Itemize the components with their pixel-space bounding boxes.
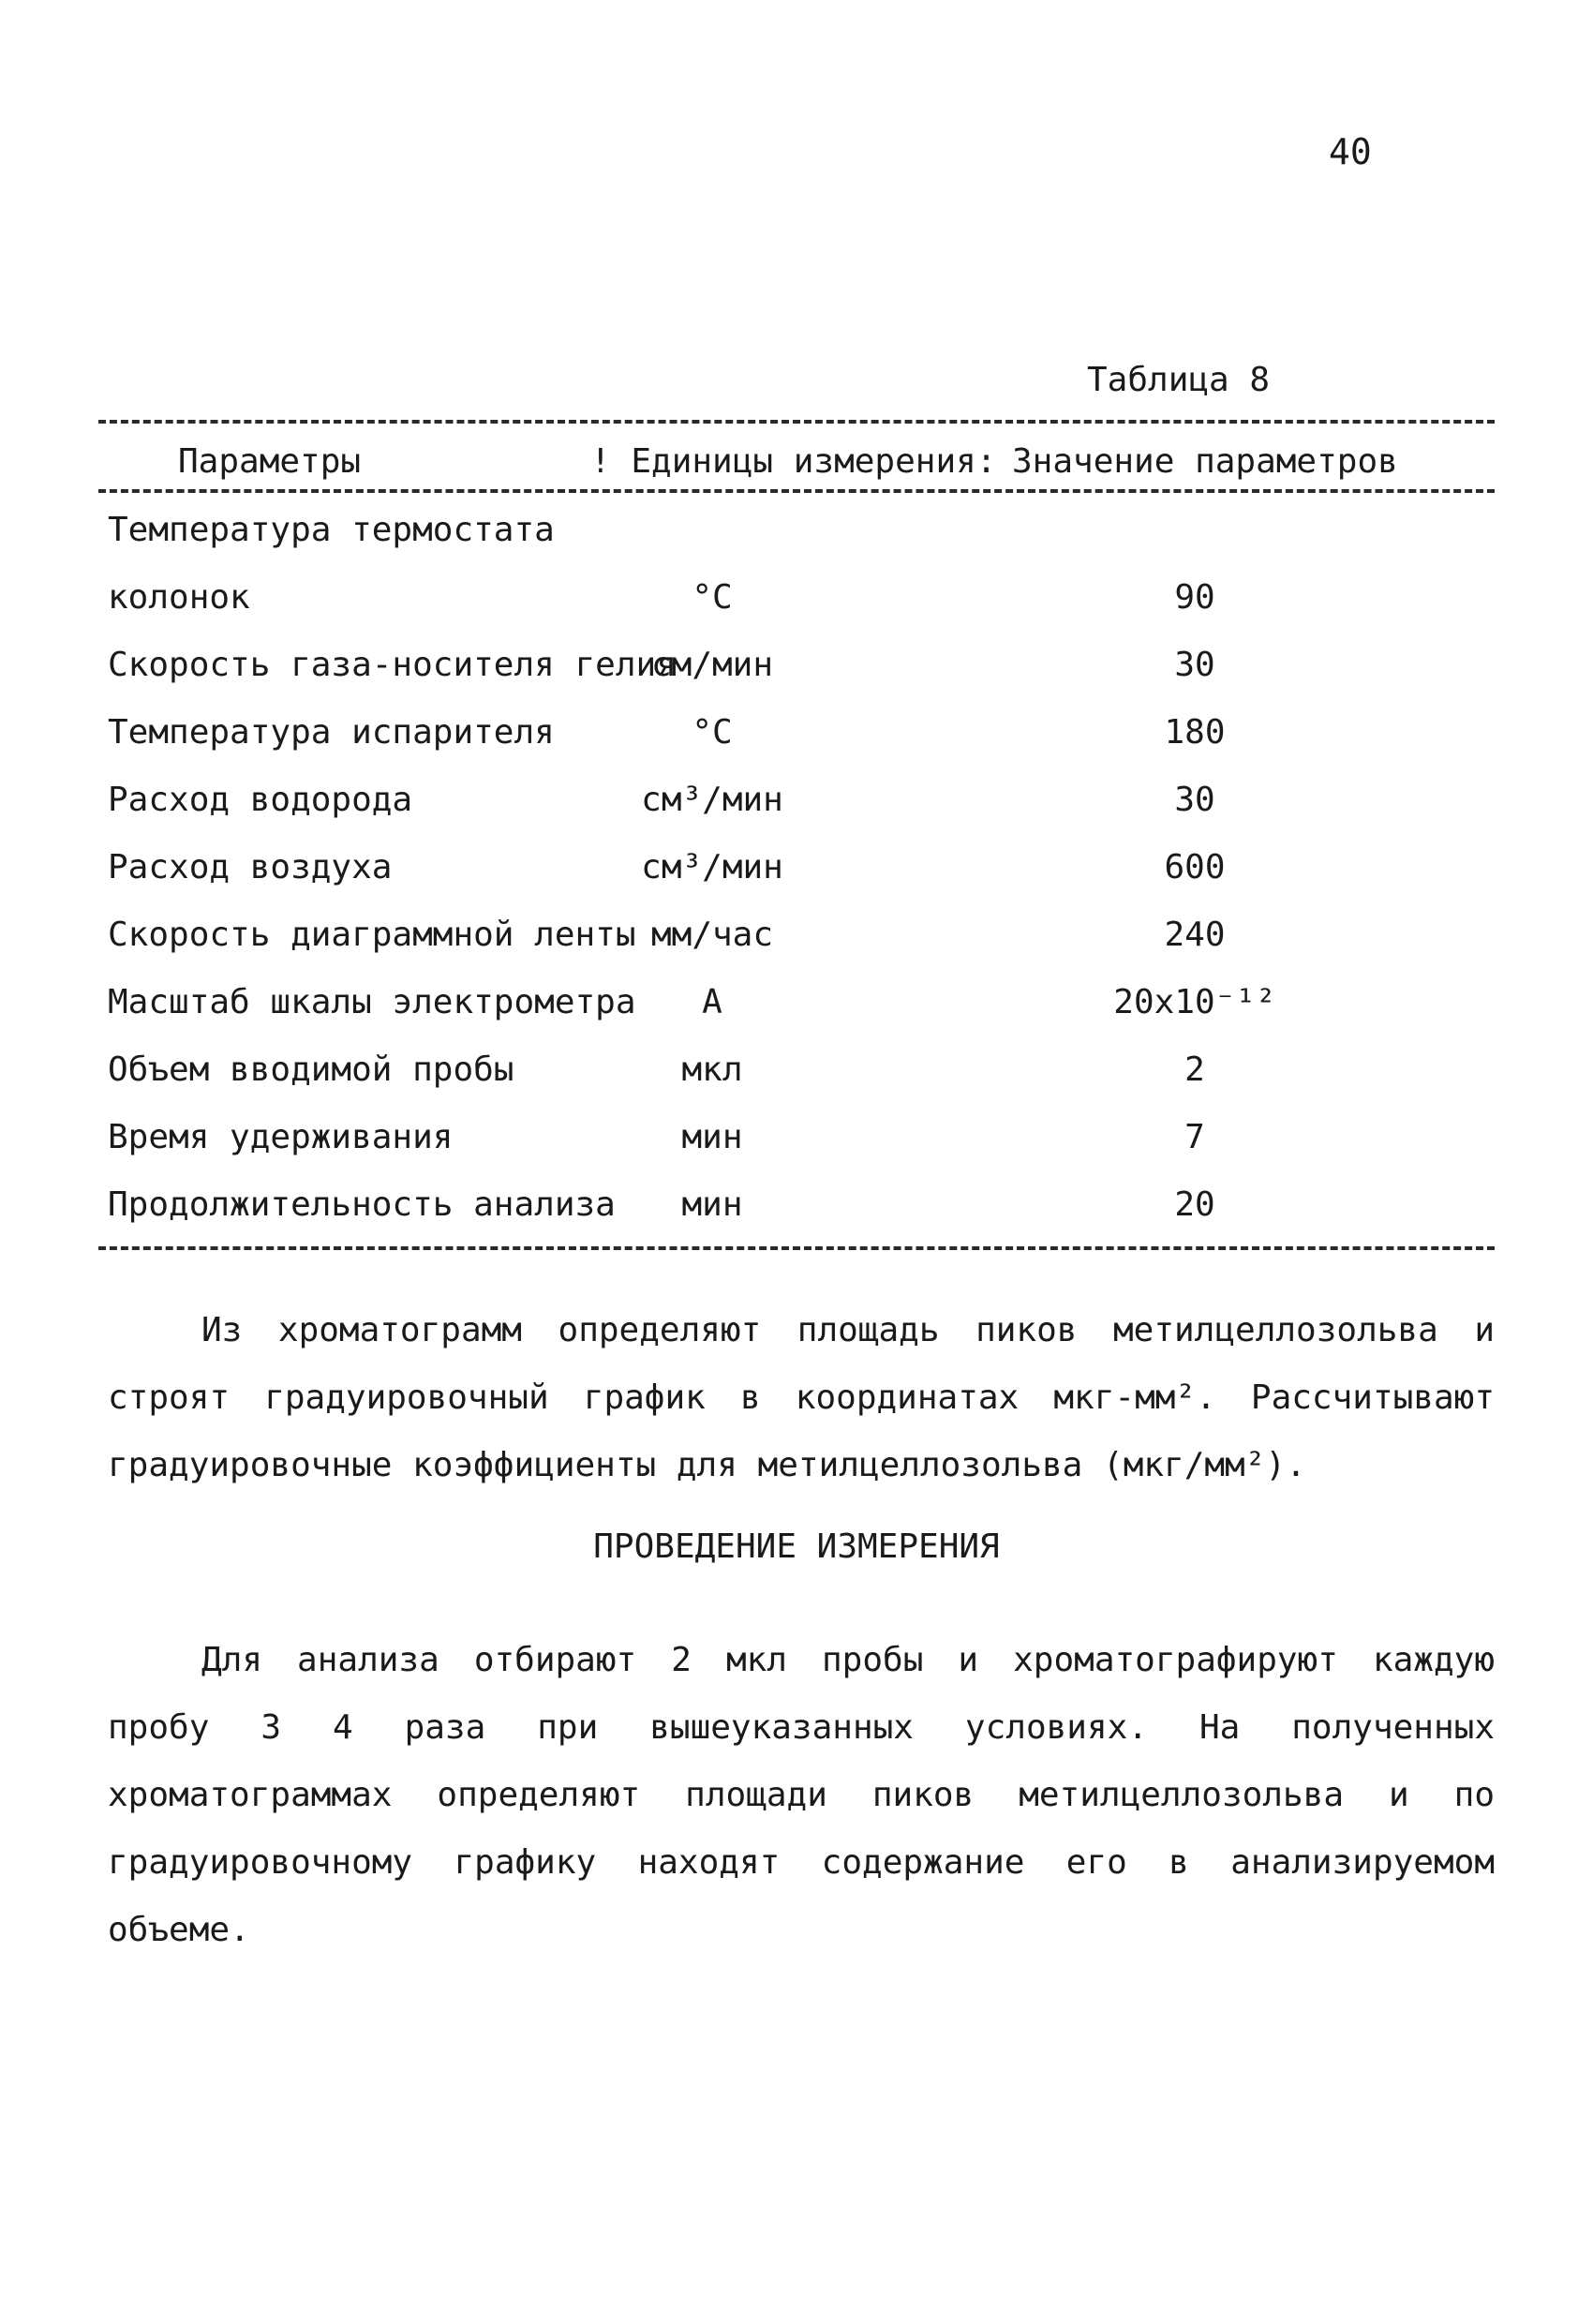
table-row — [0, 511, 1593, 578]
row-value: 30 — [1174, 646, 1215, 684]
row-unit: А — [702, 983, 722, 1021]
row-value: 7 — [1184, 1118, 1205, 1156]
row-value: 2 — [1184, 1050, 1205, 1089]
row-parameter: Скорость диаграммной ленты — [108, 916, 636, 954]
row-parameter: Масштаб шкалы электрометра — [108, 983, 636, 1021]
table-header-rule — [98, 489, 1495, 493]
row-parameter: Продолжительность анализа — [108, 1185, 616, 1224]
table-top-rule — [98, 420, 1495, 424]
row-value: 180 — [1164, 713, 1226, 752]
table-bottom-rule — [98, 1246, 1495, 1250]
row-value: 30 — [1174, 781, 1215, 819]
row-parameter: Температура термостата — [108, 511, 555, 549]
table-row — [0, 781, 1593, 848]
row-unit: см³/мин — [641, 848, 783, 886]
row-unit: °C — [692, 578, 733, 617]
header-units: ! Единицы измерения: — [590, 442, 997, 481]
row-value: 600 — [1164, 848, 1226, 886]
calibration-paragraph: Из хроматограмм определяют площадь пиков метилцеллозольва и строят градуировочный график в координатах мкг-мм². Рассчитывают градуировочные коэффициенты для метилцеллозольва (мкг/мм²). — [108, 1311, 1495, 1484]
row-unit: см³/мин — [641, 781, 783, 819]
table-row — [0, 1050, 1593, 1118]
table-header-row — [0, 442, 1593, 487]
row-unit: мин — [681, 1185, 743, 1224]
table-caption: Таблица 8 — [1087, 361, 1271, 399]
row-value: 20 — [1174, 1185, 1215, 1224]
table-row — [0, 983, 1593, 1050]
row-parameter: Время удерживания — [108, 1118, 454, 1156]
page-number: 40 — [1329, 131, 1372, 172]
table-row — [0, 578, 1593, 646]
row-parameter: колонок — [108, 578, 250, 617]
header-parameters: Параметры — [178, 442, 362, 481]
row-unit: мкл — [681, 1050, 743, 1089]
table-row — [0, 916, 1593, 983]
row-value: 20x10⁻¹² — [1113, 983, 1276, 1021]
row-parameter: Скорость газа-носителя гелия — [108, 646, 677, 684]
table-row — [0, 1185, 1593, 1253]
row-parameter: Расход воздуха — [108, 848, 393, 886]
row-value: 240 — [1164, 916, 1226, 954]
header-values: Значение параметров — [1012, 442, 1398, 481]
table-row — [0, 1118, 1593, 1185]
table-row — [0, 848, 1593, 916]
row-unit: мм/час — [650, 916, 774, 954]
row-parameter: Температура испарителя — [108, 713, 555, 752]
table-row — [0, 646, 1593, 713]
row-unit: мин — [681, 1118, 743, 1156]
measurement-paragraph: Для анализа отбирают 2 мкл пробы и хроматографируют каждую пробу 3 4 раза при вышеуказанных условиях. На полученных хроматограммах определяют площади пиков метилцеллозольва и по градуировочному графику находят содержание его в анализируемом объеме. — [108, 1641, 1495, 1949]
section-heading: ПРОВЕДЕНИЕ ИЗМЕРЕНИЯ — [593, 1527, 1000, 1566]
table-row — [0, 713, 1593, 781]
row-unit: °C — [692, 713, 733, 752]
row-value: 90 — [1174, 578, 1215, 617]
row-unit: см/мин — [650, 646, 774, 684]
row-parameter: Расход водорода — [108, 781, 413, 819]
row-parameter: Объем вводимой пробы — [108, 1050, 514, 1089]
